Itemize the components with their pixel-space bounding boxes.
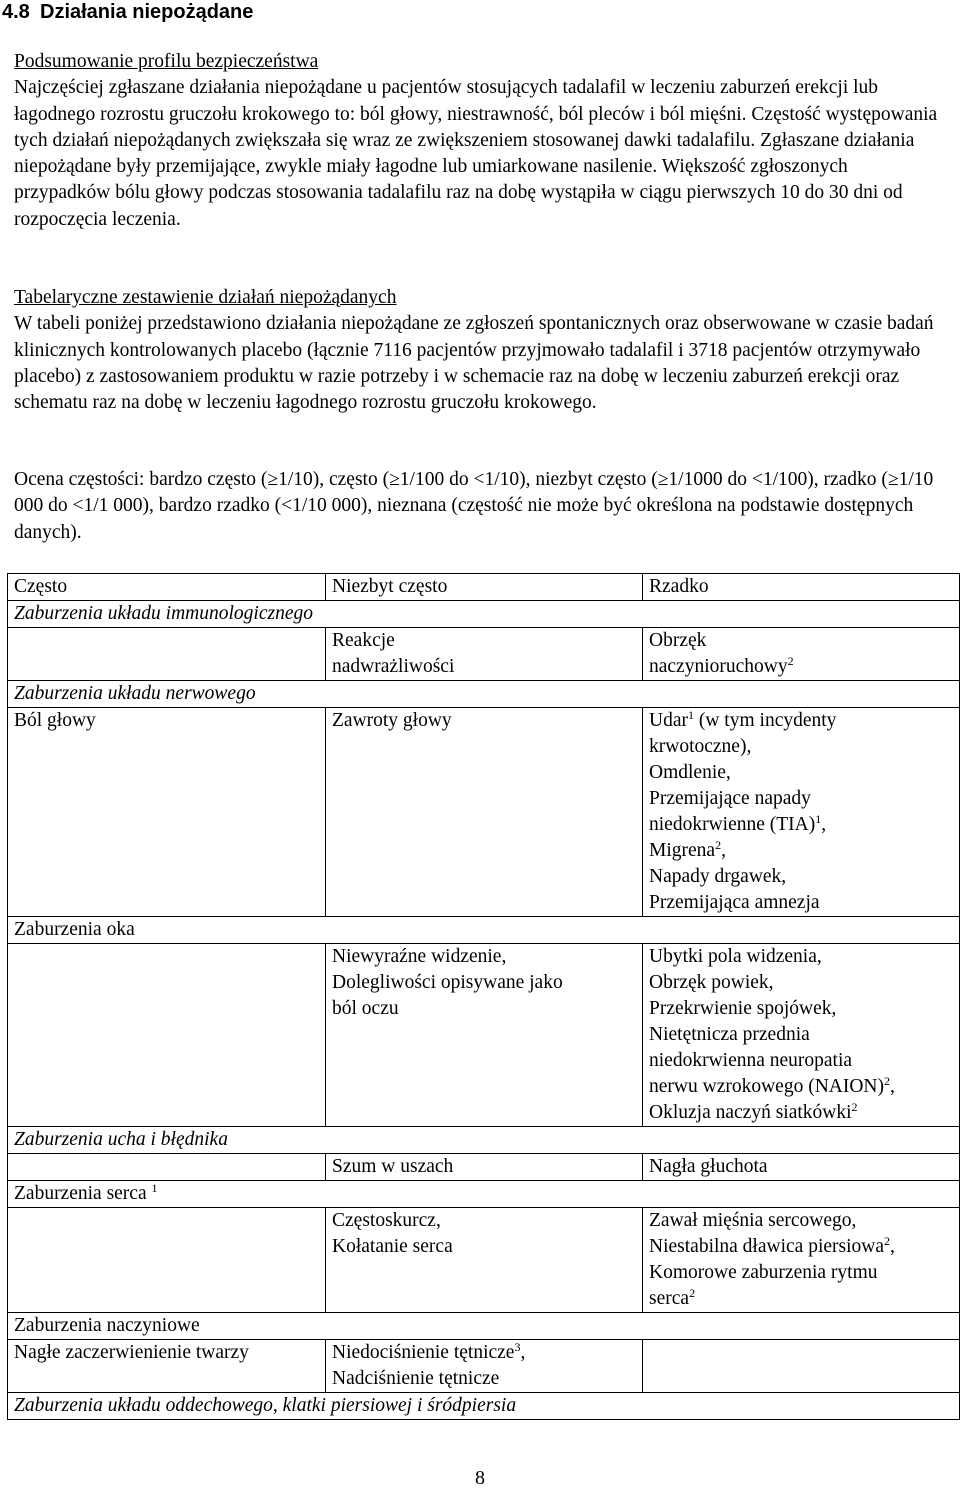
tabular-heading: Tabelaryczne zestawienie działań niepożądanych [14, 287, 397, 308]
section-heading [2, 0, 253, 24]
soc-row-vascular [8, 1313, 960, 1340]
tabular-paragraph: W tabeli poniżej przedstawiono działania niepożądane ze zgłoszeń spontanicznych oraz obserwowane w czasie badań klinicznych kontrolowanych placebo (łącznie 7116 pacjentów przyjmowało tadalafil i 3718 pacjentów otrzymywało placebo) z zastosowaniem produktu w razie potrzeby i w schemacie raz na dobę w leczeniu zaburzeń erekcji oraz schematu raz na dobę w leczeniu łagodnego rozrostu gruczołu krokowego. [14, 313, 934, 414]
soc-ear: Zaburzenia ucha i błędnika [8, 1127, 960, 1154]
table-row [8, 1208, 960, 1313]
soc-row-cardiac [8, 1181, 960, 1208]
table-header-row [8, 574, 960, 601]
soc-row-respiratory [8, 1393, 960, 1420]
table-row [8, 708, 960, 917]
header-rare: Rzadko [643, 574, 960, 601]
cardiac-rare: Zawał mięśnia sercowego, Niestabilna dławica piersiowa$^2$, Komorowe zaburzenia rytmu serca$^2$ [643, 1208, 960, 1313]
table-row [8, 628, 960, 681]
adverse-reactions-table [7, 573, 960, 1420]
soc-vascular: Zaburzenia naczyniowe [8, 1313, 960, 1340]
nervous-common: Ból głowy [8, 708, 326, 917]
eye-uncommon: Niewyraźne widzenie, Dolegliwości opisywane jako ból oczu [326, 944, 643, 1127]
header-uncommon: Niezbyt często [326, 574, 643, 601]
vascular-uncommon: Niedociśnienie tętnicze$^3$, Nadciśnienie tętnicze [326, 1340, 643, 1393]
immune-rare: Obrzęk naczynioruchowy$^2$ [643, 628, 960, 681]
soc-row-ear [8, 1127, 960, 1154]
section-title: Działania niepożądane [40, 1, 254, 23]
safety-summary [14, 49, 946, 233]
summary-paragraph: Najczęściej zgłaszane działania niepożądane u pacjentów stosujących tadalafil w leczeniu zaburzeń erekcji lub łagodnego rozrostu gruczołu krokowego to: ból głowy, niestrawność, ból pleców i ból mięśni. Częstość występowania tych działań niepożądanych zwiększała się wraz ze zwiększeniem stosowanej dawki tadalafilu. Zgłaszane działania niepożądane były przemijające, zwykle miały łagodne lub umiarkowane nasilenie. Większość zgłoszonych przypadków bólu głowy podczas stosowania tadalafilu raz na dobę wystąpiła w ciągu pierwszych 10 do 30 dni od rozpoczęcia leczenia. [14, 77, 938, 230]
vascular-common: Nagłe zaczerwienienie twarzy [8, 1340, 326, 1393]
table-row [8, 944, 960, 1127]
soc-row-eye [8, 917, 960, 944]
soc-nervous: Zaburzenia układu nerwowego [8, 681, 960, 708]
ear-rare: Nagła głuchota [643, 1154, 960, 1181]
header-common: Często [8, 574, 326, 601]
immune-common [8, 628, 326, 681]
vascular-rare [643, 1340, 960, 1393]
cardiac-common [8, 1208, 326, 1313]
nervous-uncommon: Zawroty głowy [326, 708, 643, 917]
soc-row-nervous [8, 681, 960, 708]
eye-common [8, 944, 326, 1127]
summary-heading: Podsumowanie profilu bezpieczeństwa [14, 51, 319, 72]
tabular-summary [14, 285, 946, 416]
eye-rare: Ubytki pola widzenia, Obrzęk powiek, Przekrwienie spojówek, Nietętnicza przednia niedokrwienna neuropatia nerwu wzrokowego (NAION)$^2$, Okluzja naczyń siatkówki$^2$ [643, 944, 960, 1127]
table-row [8, 1340, 960, 1393]
soc-cardiac: Zaburzenia serca $^1$ [8, 1181, 960, 1208]
cardiac-uncommon: Częstoskurcz, Kołatanie serca [326, 1208, 643, 1313]
section-number: 4.8 [2, 1, 30, 23]
soc-immune: Zaburzenia układu immunologicznego [8, 601, 960, 628]
soc-respiratory: Zaburzenia układu oddechowego, klatki piersiowej i śródpiersia [8, 1393, 960, 1420]
frequency-paragraph: Ocena częstości: bardzo często (≥1/10), często (≥1/100 do <1/10), niezbyt często (≥1/1000 do <1/100), rzadko (≥1/10 000 do <1/1 000), bardzo rzadko (<1/10 000), nieznana (częstość nie może być określona na podstawie dostępnych danych). [14, 469, 934, 543]
soc-row-immune [8, 601, 960, 628]
nervous-rare: Udar$^1$ (w tym incydenty krwotoczne), Omdlenie, Przemijające napady niedokrwienne (TIA)$^1$, Migrena$^2$, Napady drgawek, Przemijająca amnezja [643, 708, 960, 917]
immune-uncommon: Reakcje nadwrażliwości [326, 628, 643, 681]
page-number: 8 [475, 1467, 485, 1489]
frequency-definition [14, 467, 946, 546]
ear-common [8, 1154, 326, 1181]
soc-eye: Zaburzenia oka [8, 917, 960, 944]
table-row [8, 1154, 960, 1181]
ear-uncommon: Szum w uszach [326, 1154, 643, 1181]
